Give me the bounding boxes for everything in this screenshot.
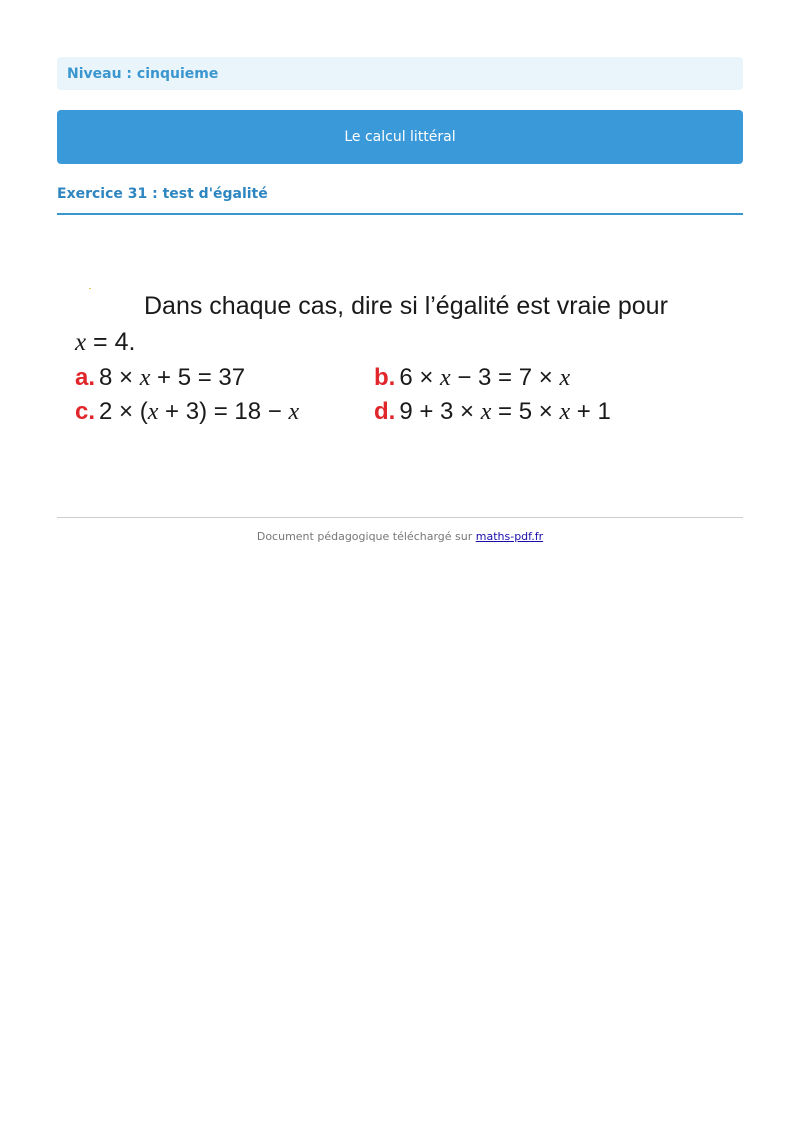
footer-divider bbox=[57, 517, 743, 518]
variable-x: x bbox=[147, 399, 159, 425]
equation-part: 6 × bbox=[399, 364, 441, 391]
instruction-value: = 4. bbox=[86, 328, 136, 356]
exercise-title: Exercice 31 : test d'égalité bbox=[57, 186, 268, 202]
footer bbox=[57, 530, 743, 543]
variable-x: x bbox=[288, 399, 300, 425]
variable-x: x bbox=[75, 329, 87, 356]
equation-item-a bbox=[75, 364, 245, 392]
equation-part: 8 × bbox=[99, 364, 140, 391]
instruction-line-1: Dans chaque cas, dire si l’égalité est vraie pour bbox=[144, 292, 668, 320]
equation-part: 2 × ( bbox=[99, 398, 148, 425]
item-label: b. bbox=[374, 364, 396, 391]
item-label: a. bbox=[75, 364, 96, 391]
equation-part: − 3 = 7 × bbox=[450, 364, 560, 391]
exercise-heading bbox=[57, 186, 743, 215]
equation-part: + 3) = 18 − bbox=[158, 398, 289, 425]
footer-site-link[interactable]: maths-pdf.fr bbox=[475, 530, 544, 543]
item-label: d. bbox=[374, 398, 396, 425]
equation-part: = 5 × bbox=[491, 398, 560, 425]
equation-part: 9 + 3 × bbox=[399, 398, 481, 425]
decorative-dot bbox=[89, 288, 91, 289]
level-label: Niveau : cinquieme bbox=[67, 65, 219, 82]
footer-text: Document pédagogique téléchargé sur bbox=[256, 530, 476, 543]
item-label: c. bbox=[75, 398, 96, 425]
variable-x: x bbox=[559, 399, 571, 425]
equation-item-b bbox=[374, 364, 570, 392]
chapter-title: Le calcul littéral bbox=[344, 129, 456, 145]
equation-part: + 5 = 37 bbox=[150, 364, 246, 391]
equation-item-d bbox=[374, 398, 611, 426]
variable-x: x bbox=[139, 365, 151, 391]
level-banner bbox=[57, 57, 743, 90]
equation-item-c bbox=[75, 398, 299, 426]
equation-part: + 1 bbox=[570, 398, 611, 425]
exercise-statement bbox=[57, 280, 743, 440]
chapter-title-banner bbox=[57, 110, 743, 164]
variable-x: x bbox=[559, 365, 571, 391]
variable-x: x bbox=[440, 365, 451, 391]
instruction-line-2 bbox=[75, 328, 135, 357]
variable-x: x bbox=[480, 399, 492, 425]
